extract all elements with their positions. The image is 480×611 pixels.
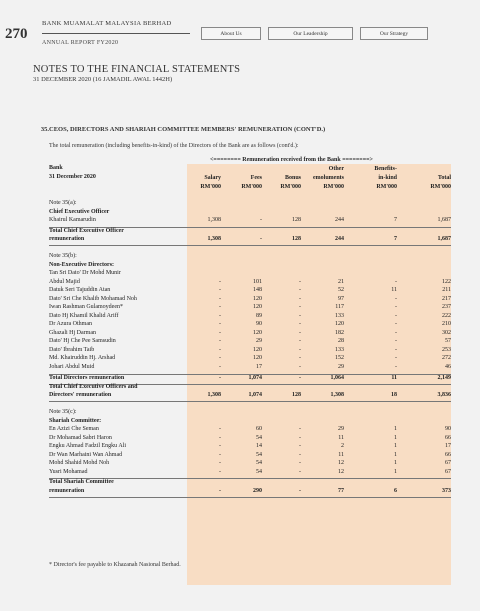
table-cell: 1 — [394, 468, 397, 475]
table-cell: 222 — [442, 312, 451, 319]
table-cell: - — [299, 338, 301, 344]
table-cell: 11 — [391, 375, 397, 381]
table-cell: 1 — [394, 434, 397, 441]
table-cell: 12 — [338, 460, 344, 466]
nav-about-us-button[interactable]: About Us — [201, 27, 261, 40]
table-cell: 1,064 — [330, 375, 344, 381]
table-cell: - — [219, 304, 221, 310]
column-header-6-line-2: Total — [437, 175, 451, 181]
table-cell: - — [299, 434, 301, 441]
table-cell: 253 — [442, 346, 451, 353]
table-cell: 272 — [442, 355, 451, 361]
column-header-5-line-2: in-kind — [378, 175, 397, 181]
row-label: Mohd Shahid Mohd Noh — [49, 460, 110, 466]
table-cell: 90 — [256, 321, 262, 327]
table-cell: - — [299, 355, 301, 361]
table-cell: - — [395, 304, 397, 310]
table-cell: - — [299, 287, 301, 293]
row-label: Total Directors remuneration — [49, 375, 125, 381]
footnote: * Director's fee payable to Khazanah Nasional Berhad. — [49, 562, 181, 568]
section-intro: The total remuneration (including benefits-in-kind) of the Directors of the Bank are as follows (cont'd.): — [49, 143, 299, 149]
report-name: ANNUAL REPORT FY2020 — [42, 40, 119, 46]
table-cell: 128 — [292, 217, 301, 223]
table-cell: 120 — [253, 329, 262, 336]
row-label: En Azizi Che Seman — [49, 426, 99, 432]
row-label: Md. Khairuddin Hj. Arshad — [49, 355, 116, 361]
table-cell: 1,308 — [207, 236, 221, 242]
table-cell: 152 — [335, 355, 344, 361]
row-label: Directors' remuneration — [49, 392, 112, 398]
table-cell: - — [299, 460, 301, 466]
row-label: Iwan Rashman Gulamoydeen* — [49, 304, 123, 310]
table-cell: 244 — [335, 236, 344, 242]
table-cell: 211 — [442, 287, 451, 293]
table-cell: 46 — [445, 363, 451, 370]
table-cell: 133 — [335, 312, 344, 319]
row-label: Dato' Hj Che Pee Samsudin — [49, 338, 116, 344]
row-label: Tan Sri Dato' Dr Mohd Munir — [49, 270, 121, 276]
table-header-bank: Bank — [49, 165, 63, 171]
table-cell: - — [299, 304, 301, 310]
table-cell: 128 — [292, 236, 301, 242]
table-header-date: 31 December 2020 — [49, 174, 96, 180]
table-cell: 1 — [394, 451, 397, 458]
table-cell: - — [260, 217, 262, 223]
row-label: Johari Abdul Muid — [49, 363, 95, 370]
table-cell: - — [219, 329, 221, 336]
table-cell: 11 — [338, 451, 344, 458]
table-cell: 54 — [256, 451, 262, 458]
table-cell: - — [219, 363, 221, 370]
column-header-2-line-2: Fees — [250, 175, 262, 181]
table-cell: 21 — [338, 278, 344, 285]
table-cell: - — [299, 443, 301, 449]
column-header-3-line-2: Bonus — [284, 175, 301, 181]
column-header-5-line-3: RM'000 — [376, 184, 397, 190]
table-cell: - — [219, 426, 221, 432]
table-cell: 89 — [256, 312, 262, 319]
table-cell: 66 — [445, 434, 451, 441]
column-header-5-line-1: Benefits- — [374, 166, 397, 172]
header-divider — [42, 33, 190, 34]
table-cell: 1,687 — [437, 236, 451, 242]
section-number: 35. — [40, 126, 49, 133]
table-cell: - — [260, 236, 262, 242]
table-cell: - — [219, 338, 221, 344]
table-cell: - — [395, 329, 397, 336]
table-cell: 1 — [394, 460, 397, 466]
table-cell: 11 — [391, 287, 397, 293]
table-cell: - — [219, 375, 221, 381]
table-cell: 17 — [256, 363, 262, 370]
table-cell: 1,074 — [248, 392, 262, 398]
table-cell: - — [299, 329, 301, 336]
table-cell: - — [219, 460, 221, 466]
row-label: Dato' Sri Che Khalib Mohamad Noh — [49, 295, 137, 302]
table-cell: - — [299, 321, 301, 327]
column-header-4-line-1: Other — [328, 166, 344, 172]
nav-our-strategy-button[interactable]: Our Strategy — [360, 27, 428, 40]
table-cell: 133 — [335, 346, 344, 353]
table-cell: 210 — [442, 321, 451, 327]
table-cell: 117 — [335, 304, 344, 310]
row-label: Khairul Kamarudin — [49, 217, 96, 223]
row-label: Total Shariah Committee — [49, 479, 114, 485]
table-cell: 182 — [335, 329, 344, 336]
row-label: Dato Hj Khamil Khalid Ariff — [49, 312, 119, 319]
table-cell: - — [299, 312, 301, 319]
column-header-4-line-3: RM'000 — [323, 184, 344, 190]
table-cell: - — [395, 312, 397, 319]
table-cell: 29 — [338, 426, 344, 432]
page-subtitle: 31 DECEMBER 2020 (16 JAMADIL AWAL 1442H) — [33, 76, 173, 83]
column-header-1-line-2: Salary — [204, 175, 221, 181]
row-label: Note 35(c): — [49, 409, 77, 415]
table-cell: 90 — [445, 426, 451, 432]
table-cell: 1,687 — [437, 217, 451, 223]
table-cell: 1,074 — [248, 375, 262, 381]
table-cell: 2 — [341, 443, 344, 449]
row-label: Total Chief Executive Officer — [49, 227, 124, 234]
table-cell: 3,836 — [437, 392, 451, 398]
row-label: Engku Ahmad Fadzil Engku Ali — [49, 443, 126, 449]
table-cell: 122 — [442, 278, 451, 285]
table-cell: 120 — [253, 295, 262, 302]
table-cell: 120 — [335, 321, 344, 327]
table-cell: 12 — [338, 468, 344, 475]
table-cell: - — [299, 278, 301, 285]
table-cell: 54 — [256, 434, 262, 441]
table-cell: 302 — [442, 329, 451, 336]
table-cell: 120 — [253, 355, 262, 361]
table-cell: - — [299, 363, 301, 370]
row-label: Ghazali Hj Darman — [49, 329, 96, 336]
table-cell: 60 — [256, 426, 262, 432]
row-label: Shariah Committee: — [49, 417, 102, 424]
row-label: Dr Azura Othman — [49, 321, 92, 327]
table-cell: 11 — [338, 434, 344, 441]
table-cell: - — [219, 355, 221, 361]
table-banner: <======== Remuneration received from the Bank ========> — [210, 157, 373, 163]
table-cell: 101 — [253, 278, 262, 285]
table-cell: 1,308 — [207, 217, 221, 223]
table-cell: 28 — [338, 338, 344, 344]
row-label: Datuk Seri Tajuddin Atan — [49, 287, 111, 293]
table-cell: 66 — [445, 451, 451, 458]
table-cell: 7 — [394, 236, 397, 242]
table-cell: 52 — [338, 287, 344, 293]
table-cell: 67 — [445, 468, 451, 475]
table-cell: - — [219, 278, 221, 285]
table-cell: - — [219, 312, 221, 319]
row-label: Abdul Majid — [49, 278, 80, 285]
table-cell: - — [395, 346, 397, 353]
row-label: Chief Executive Officer — [49, 208, 110, 215]
column-header-6-line-3: RM'000 — [430, 184, 451, 190]
bank-name: BANK MUAMALAT MALAYSIA BERHAD — [42, 20, 172, 27]
section-title: CEOS, DIRECTORS AND SHARIAH COMMITTEE MEMBERS' REMUNERATION (CONT'D.) — [49, 126, 326, 133]
table-cell: - — [299, 451, 301, 458]
table-cell: - — [219, 295, 221, 302]
table-cell: 14 — [256, 443, 262, 449]
table-cell: 148 — [253, 287, 262, 293]
table-cell: - — [299, 295, 301, 302]
table-cell: 18 — [391, 392, 397, 398]
table-cell: 237 — [442, 304, 451, 310]
column-header-2-line-3: RM'000 — [241, 184, 262, 190]
column-header-3-line-3: RM'000 — [280, 184, 301, 190]
table-cell: - — [395, 295, 397, 302]
row-label: Total Chief Executive Officers and — [49, 383, 138, 390]
row-label: remuneration — [49, 236, 85, 242]
table-rule — [49, 245, 451, 246]
table-cell: 67 — [445, 460, 451, 466]
table-cell: 29 — [256, 338, 262, 344]
table-cell: - — [219, 321, 221, 327]
table-cell: 244 — [335, 217, 344, 223]
table-cell: 6 — [394, 487, 397, 494]
table-cell: 54 — [256, 468, 262, 475]
row-label: Note 35(a): — [49, 200, 77, 206]
table-cell: - — [395, 321, 397, 327]
table-cell: 77 — [338, 487, 344, 494]
table-cell: - — [299, 375, 301, 381]
table-cell: - — [219, 346, 221, 353]
page-title: NOTES TO THE FINANCIAL STATEMENTS — [33, 64, 241, 75]
table-cell: - — [219, 287, 221, 293]
section-heading — [33, 126, 325, 133]
table-rule — [49, 497, 451, 498]
table-cell: - — [299, 346, 301, 353]
table-cell: 120 — [253, 346, 262, 353]
table-cell: - — [395, 278, 397, 285]
row-label: Dato' Ibrahim Taib — [49, 346, 95, 353]
row-label: Non-Executive Directors: — [49, 261, 115, 268]
row-label: Dr Wan Marhaini Wan Ahmad — [49, 451, 123, 458]
row-label: Dr Mohamad Sabri Haron — [49, 434, 112, 441]
table-cell: - — [219, 468, 221, 475]
table-cell: 57 — [445, 338, 451, 344]
table-cell: 7 — [394, 217, 397, 223]
row-label: Yusri Mohamad — [49, 468, 88, 475]
table-cell: 1,308 — [330, 392, 344, 398]
table-cell: 1,308 — [207, 392, 221, 398]
row-label: remuneration — [49, 487, 85, 494]
table-cell: - — [299, 487, 301, 494]
table-cell: 54 — [256, 460, 262, 466]
table-cell: 97 — [338, 295, 344, 302]
table-cell: - — [219, 443, 221, 449]
column-header-4-line-2: emoluments — [313, 175, 344, 181]
table-cell: - — [395, 355, 397, 361]
table-cell: - — [395, 338, 397, 344]
table-cell: 1 — [394, 443, 397, 449]
nav-our-leadership-button[interactable]: Our Leadership — [268, 27, 353, 40]
table-cell: 1 — [394, 426, 397, 432]
table-cell: 29 — [338, 363, 344, 370]
table-cell: - — [219, 451, 221, 458]
table-cell: - — [219, 487, 221, 494]
table-cell: - — [395, 363, 397, 370]
table-cell: 120 — [253, 304, 262, 310]
table-cell: 217 — [442, 295, 451, 302]
table-cell: - — [299, 426, 301, 432]
table-cell: 17 — [445, 443, 451, 449]
table-cell: - — [219, 434, 221, 441]
table-cell: 290 — [253, 487, 262, 494]
table-rule — [49, 401, 451, 402]
table-cell: 2,149 — [437, 375, 451, 381]
row-label: Note 35(b): — [49, 253, 77, 259]
table-cell: 128 — [292, 392, 301, 398]
column-header-1-line-3: RM'000 — [200, 184, 221, 190]
table-cell: - — [299, 468, 301, 475]
page-number: 270 — [5, 26, 28, 42]
table-cell: 373 — [442, 487, 451, 494]
